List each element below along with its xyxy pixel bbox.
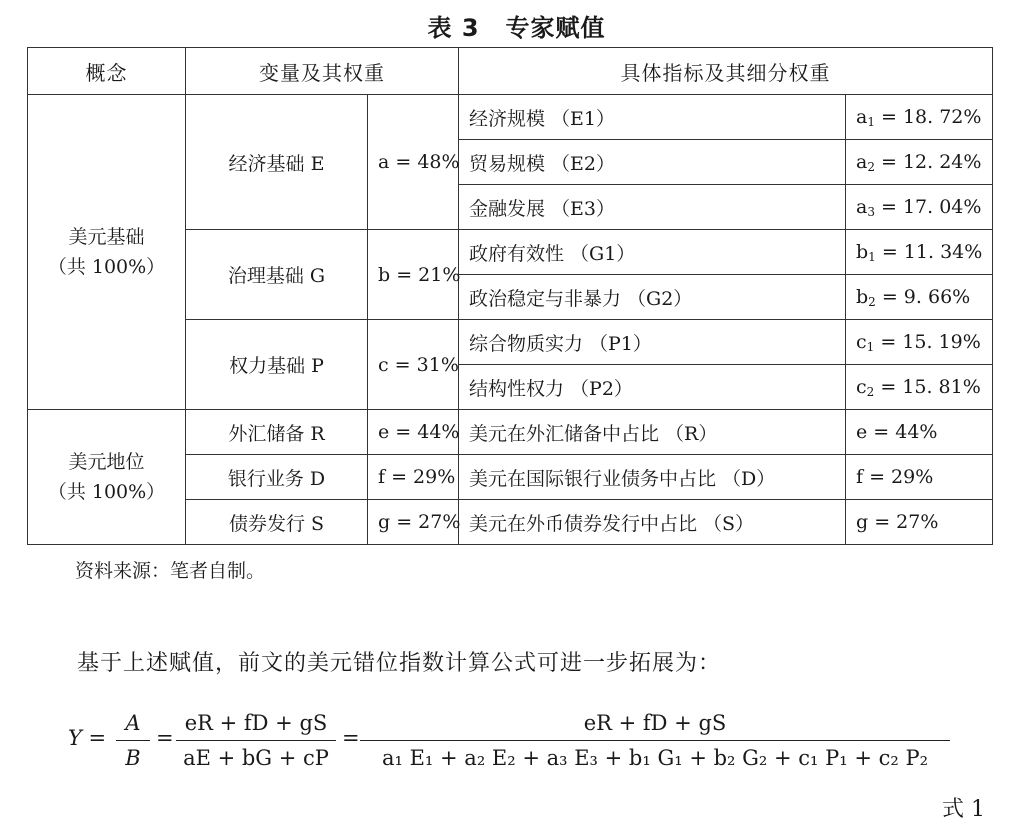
- equation-label: 式 1: [942, 797, 985, 822]
- fraction-numerator: A: [125, 711, 141, 735]
- concept-cell: [28, 410, 186, 545]
- header-concept: 概念: [28, 48, 186, 95]
- variable-name: 外汇储备 R: [186, 410, 368, 455]
- table-row: [28, 95, 993, 140]
- variable-name: 治理基础 G: [186, 230, 368, 320]
- fraction-numerator: eR + fD + gS: [583, 711, 727, 735]
- table-title-text: 专家赋值: [505, 14, 606, 42]
- table-title: [0, 8, 1033, 43]
- indicator-weight: g = 27%: [846, 500, 993, 545]
- variable-name: 权力基础 P: [186, 320, 368, 410]
- indicator-name: 经济规模 （E1）: [459, 95, 846, 140]
- variable-name: 债券发行 S: [186, 500, 368, 545]
- variable-name: 银行业务 D: [186, 455, 368, 500]
- formula-lhs: Y =: [68, 726, 107, 750]
- indicator-weight: f = 29%: [846, 455, 993, 500]
- formula: [68, 708, 968, 778]
- expert-weights-table: [27, 47, 993, 545]
- indicator-weight: $a_3 = 17$. 04%: [846, 185, 993, 230]
- indicator-name: 结构性权力 （P2）: [459, 365, 846, 410]
- indicator-weight: $c_2 = 15$. 81%: [846, 365, 993, 410]
- fraction-numerator: eR + fD + gS: [184, 711, 328, 735]
- equals-sign: =: [156, 726, 174, 750]
- fraction-weighted: [176, 708, 336, 773]
- indicator-weight: $b_1 = 11$. 34%: [846, 230, 993, 275]
- indicator-name: 政府有效性 （G1）: [459, 230, 846, 275]
- concept-cell: [28, 95, 186, 410]
- indicator-name: 政治稳定与非暴力 （G2）: [459, 275, 846, 320]
- table-number: 表 3: [427, 14, 480, 42]
- indicator-name: 美元在外汇储备中占比 （R）: [459, 410, 846, 455]
- concept-name: 美元地位: [68, 451, 145, 473]
- indicator-weight: $a_1 = 18$. 72%: [846, 95, 993, 140]
- header-indicators: 具体指标及其细分权重: [459, 48, 993, 95]
- fraction-denominator: a₁ E₁ + a₂ E₂ + a₃ E₃ + b₁ G₁ + b₂ G₂ + c₁ P₁ + c₂ P₂: [381, 746, 929, 770]
- indicator-name: 金融发展 （E3）: [459, 185, 846, 230]
- fraction-a-b: [116, 708, 150, 773]
- fraction-denominator: B: [125, 746, 141, 770]
- indicator-name: 美元在国际银行业债务中占比 （D）: [459, 455, 846, 500]
- fraction-expanded: [360, 708, 950, 773]
- variable-weight: f = 29%: [368, 455, 459, 500]
- variable-weight: c = 31%: [368, 320, 459, 410]
- variable-name: 经济基础 E: [186, 95, 368, 230]
- indicator-name: 贸易规模 （E2）: [459, 140, 846, 185]
- variable-weight: b = 21%: [368, 230, 459, 320]
- header-variables: 变量及其权重: [186, 48, 459, 95]
- equals-sign: =: [342, 726, 360, 750]
- indicator-name: 综合物质实力 （P1）: [459, 320, 846, 365]
- fraction-denominator: aE + bG + cP: [183, 746, 329, 770]
- body-paragraph: 基于上述赋值，前文的美元错位指数计算公式可进一步拓展为：: [77, 651, 722, 676]
- indicator-weight: $c_1 = 15$. 19%: [846, 320, 993, 365]
- concept-total: （共 100%）: [47, 481, 166, 503]
- variable-weight: e = 44%: [368, 410, 459, 455]
- concept-name: 美元基础: [68, 226, 145, 248]
- indicator-weight: $a_2 = 12$. 24%: [846, 140, 993, 185]
- source-note: 资料来源：笔者自制。: [75, 560, 266, 582]
- concept-total: （共 100%）: [47, 256, 166, 278]
- variable-weight: g = 27%: [368, 500, 459, 545]
- table-row: [28, 410, 993, 455]
- indicator-weight: $b_2 = 9$. 66%: [846, 275, 993, 320]
- indicator-name: 美元在外币债券发行中占比 （S）: [459, 500, 846, 545]
- table-header-row: [28, 48, 993, 95]
- variable-weight: a = 48%: [368, 95, 459, 230]
- indicator-weight: e = 44%: [846, 410, 993, 455]
